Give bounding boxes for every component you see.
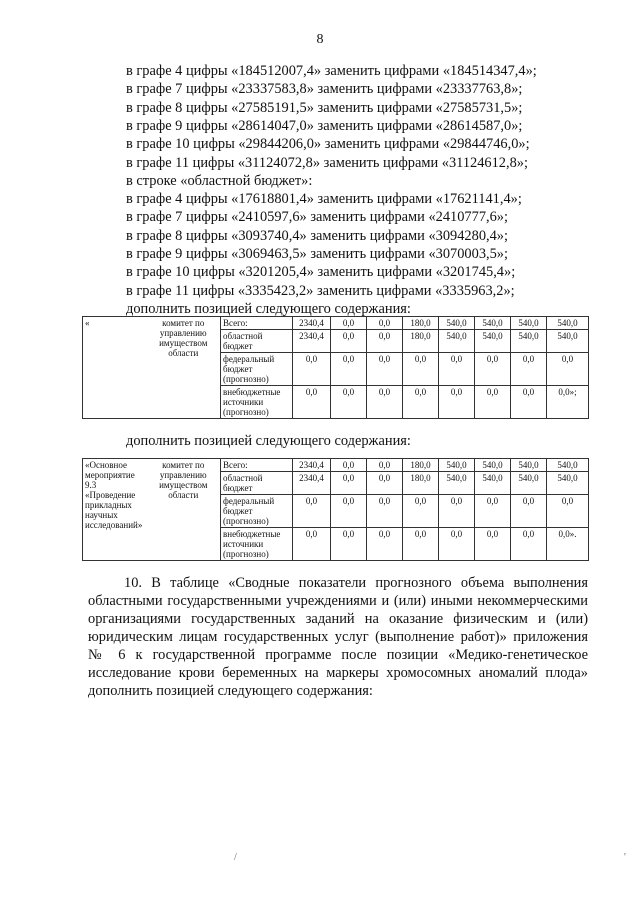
amendment-line: в графе 8 цифры «3093740,4» заменить цифрами «3094280,4»; [126,227,508,244]
value-cell: 0,0 [475,353,511,386]
value-cell: 2340,4 [293,317,331,330]
program-cell: «Основное мероприятие 9.3 «Проведение прикладных научных исследований» [83,459,147,561]
middle-line: дополнить позицией следующего содержания: [126,433,411,449]
value-cell: 0,0 [293,386,331,419]
value-cell: 0,0 [511,495,547,528]
value-cell: 0,0 [293,353,331,386]
value-cell: 540,0 [511,330,547,353]
amendment-line: в графе 7 цифры «23337583,8» заменить цифрами «23337763,8»; [126,81,523,98]
value-cell: 0,0 [367,495,403,528]
value-cell: 0,0 [511,528,547,561]
value-cell: 540,0 [547,472,589,495]
value-cell: 0,0 [293,495,331,528]
value-cell: 0,0 [367,353,403,386]
value-cell: 540,0 [511,317,547,330]
paragraph-10: 10. В таблице «Сводные показатели прогнозного объема выполнения областными государственными учреждениями и (или) иными некоммерческими организациями государственных заданий на оказание физическим и (или) юридическим лицам государственных услуг (выполнение работ)» приложения № 6 к государственной программе после позиции «Медико-генетическое исследование крови беременных на маркеры хромосомных аномалий плода» дополнить позицией следующего содержания: [88,575,588,699]
value-cell: 540,0 [475,472,511,495]
value-cell: 0,0 [475,528,511,561]
table-position-1 [82,316,589,419]
value-cell: 0,0 [331,317,367,330]
amendment-line: в графе 4 цифры «17618801,4» заменить цифрами «17621141,4»; [126,191,522,208]
value-cell: 540,0 [547,330,589,353]
funding-source-cell: Всего: [221,317,293,330]
value-cell: 0,0 [475,386,511,419]
value-cell: 0,0 [439,528,475,561]
amendment-line: в графе 7 цифры «2410597,6» заменить цифрами «2410777,6»; [126,209,508,226]
table-row [83,459,589,472]
value-cell: 0,0 [331,495,367,528]
value-cell: 540,0 [475,330,511,353]
value-cell: 0,0 [403,528,439,561]
value-cell: 0,0 [367,317,403,330]
value-cell: 2340,4 [293,472,331,495]
executor-cell: комитет по управлению имуществом области [147,317,221,419]
value-cell: 540,0 [547,317,589,330]
value-cell: 0,0 [367,386,403,419]
value-cell: 540,0 [475,317,511,330]
value-cell: 540,0 [475,459,511,472]
value-cell: 0,0 [331,472,367,495]
value-cell: 540,0 [547,459,589,472]
value-cell: 0,0 [367,459,403,472]
value-cell: 0,0 [367,330,403,353]
value-cell: 0,0 [331,386,367,419]
funding-source-cell: внебюджетные источники (прогнозно) [221,386,293,419]
value-cell: 540,0 [511,472,547,495]
value-cell: 0,0». [547,528,589,561]
value-cell: 0,0 [439,495,475,528]
value-cell: 180,0 [403,459,439,472]
value-cell: 0,0 [475,495,511,528]
funding-source-cell: федеральный бюджет (прогнозно) [221,353,293,386]
value-cell: 2340,4 [293,459,331,472]
amendment-line: в графе 11 цифры «31124072,8» заменить цифрами «31124612,8»; [126,154,528,171]
funding-source-cell: областной бюджет [221,330,293,353]
amendment-line: в строке «областной бюджет»: [126,172,313,189]
amendment-line: в графе 11 цифры «3335423,2» заменить цифрами «3335963,2»; [126,282,515,299]
amendment-line: в графе 4 цифры «184512007,4» заменить цифрами «184514347,4»; [126,63,537,79]
value-cell: 0,0 [331,353,367,386]
value-cell: 0,0 [331,330,367,353]
table-position-2 [82,458,589,561]
value-cell: 0,0 [367,528,403,561]
program-cell: « [83,317,147,419]
value-cell: 0,0 [331,459,367,472]
value-cell: 0,0 [439,386,475,419]
value-cell: 0,0 [367,472,403,495]
page-number: 8 [316,32,324,47]
value-cell: 2340,4 [293,330,331,353]
value-cell: 540,0 [439,459,475,472]
funding-source-cell: внебюджетные источники (прогнозно) [221,528,293,561]
amendment-line: в графе 8 цифры «27585191,5» заменить цифрами «27585731,5»; [126,99,523,116]
funding-source-cell: областной бюджет [221,472,293,495]
value-cell: 0,0 [403,353,439,386]
value-cell: 540,0 [439,330,475,353]
amendment-line: в графе 9 цифры «3069463,5» заменить цифрами «3070003,5»; [126,246,508,262]
value-cell: 0,0»; [547,386,589,419]
value-cell: 0,0 [547,353,589,386]
value-cell: 0,0 [511,386,547,419]
value-cell: 0,0 [331,528,367,561]
funding-source-cell: федеральный бюджет (прогнозно) [221,495,293,528]
value-cell: 180,0 [403,472,439,495]
amendment-line: дополнить позицией следующего содержания: [126,300,411,317]
value-cell: 540,0 [511,459,547,472]
value-cell: 0,0 [293,528,331,561]
value-cell: 540,0 [439,472,475,495]
value-cell: 0,0 [511,353,547,386]
amendment-line: в графе 10 цифры «3201205,4» заменить цифрами «3201745,4»; [126,264,516,281]
value-cell: 540,0 [439,317,475,330]
table-row [83,317,589,330]
value-cell: 0,0 [547,495,589,528]
value-cell: 180,0 [403,317,439,330]
scan-mark-right: ' [624,852,626,863]
value-cell: 0,0 [403,386,439,419]
amendment-line: в графе 10 цифры «29844206,0» заменить цифрами «29844746,0»; [126,136,530,153]
value-cell: 0,0 [403,495,439,528]
scan-mark-left: / [234,852,237,863]
value-cell: 0,0 [439,353,475,386]
value-cell: 180,0 [403,330,439,353]
executor-cell: комитет по управлению имуществом области [147,459,221,561]
amendment-line: в графе 9 цифры «28614047,0» заменить цифрами «28614587,0»; [126,117,523,134]
funding-source-cell: Всего: [221,459,293,472]
